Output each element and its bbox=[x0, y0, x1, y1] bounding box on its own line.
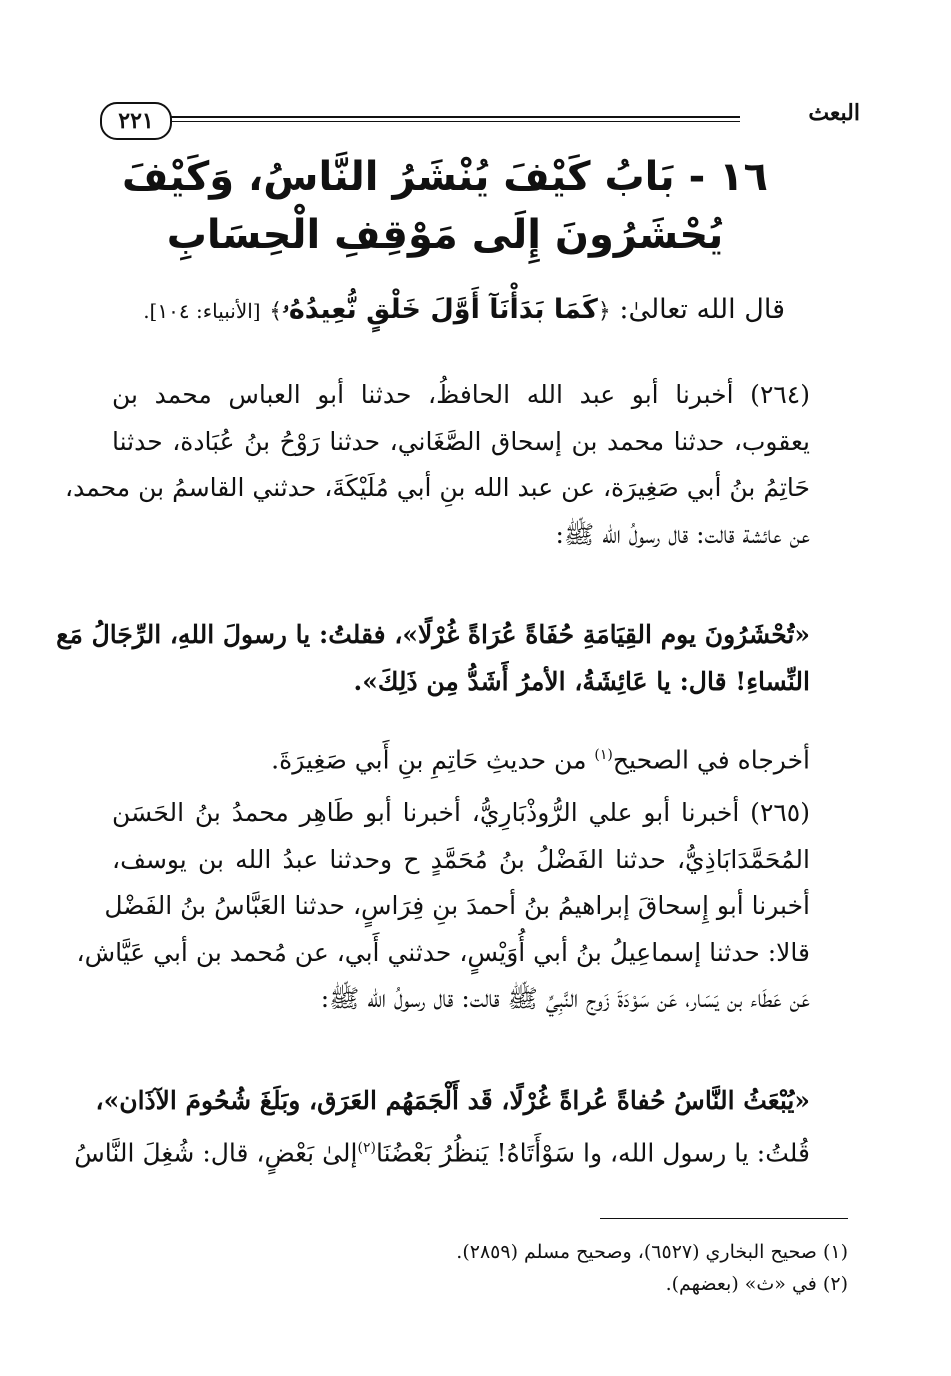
takhrij-text-continued: من حديثِ حَاتِمِ بنِ أَبي صَغِيرَةَ. bbox=[271, 745, 595, 775]
hadith-264-matn bbox=[56, 612, 810, 705]
text-line: «يُبْعَثُ النَّاسُ حُفاةً عُراةً غُرْلًا، قَد أَلْجَمَهُم العَرَق، وبَلَغَ شُحُومَ الآذَان»، bbox=[95, 1086, 810, 1115]
header-rule-thin bbox=[168, 121, 740, 122]
text-line bbox=[74, 1125, 810, 1177]
text-line: (٢٦٥) أخبرنا أبو علي الرُّوذْبَارِيُّ، أخبرنا أبو طَاهِر محمدُ بنُ الحَسَن bbox=[112, 798, 810, 827]
text-line bbox=[112, 732, 810, 784]
takhrij-text: أخرجاه في الصحيح bbox=[612, 745, 810, 775]
footnotes bbox=[300, 1236, 848, 1300]
text-segment: قُلتُ: يا رسول الله، وا سَوْأَتَاهُ! يَنظُرُ بَعْضُنَا bbox=[375, 1137, 810, 1167]
chapter-title-line-2: يُحْشَرُونَ إِلَى مَوْقِفِ الْحِسَابِ bbox=[166, 212, 724, 258]
footnote-separator bbox=[600, 1218, 848, 1219]
verse-close-ornament: ﴾ bbox=[269, 299, 283, 324]
text-line: عن عائشة قالت: قال رسولُ الله ﷺ: bbox=[555, 519, 810, 549]
header-rule bbox=[168, 116, 740, 118]
hadith-264-isnad bbox=[65, 372, 810, 558]
verse-reference: [الأنبياء: ١٠٤]. bbox=[143, 299, 261, 323]
text-line: قالا: حدثنا إسماعِيلُ بنُ أبي أُوَيْسٍ، حدثني أَبي، عن مُحمد بن أبي عَيَّاش، bbox=[76, 937, 810, 967]
text-line: عَن عَطَاء بن يَسَار، عَن سَوْدَةَ زَوج النَّبِيِّ ﷺ قالت: قال رسولُ الله ﷺ: bbox=[320, 984, 810, 1013]
hadith-265-isnad bbox=[76, 790, 810, 1023]
verse-text: كَمَا بَدَأْنَآ أَوَّلَ خَلْقٍ نُّعِيدُهُۥ bbox=[282, 294, 598, 325]
text-line: «تُحْشَرُونَ يوم القِيَامَةِ حُفَاةً عُرَاةً غُرْلًا»، فقلتُ: يا رسولَ اللهِ، الرِّجَالُ مَع bbox=[56, 620, 810, 649]
text-line: (٢٦٤) أخبرنا أبو عبد الله الحافظُ، حدثنا أبو العباس محمد بن bbox=[112, 380, 810, 409]
chapter-title-line-1: ١٦ - بَابُ كَيْفَ يُنْشَرُ النَّاسُ، وَكَيْفَ bbox=[122, 154, 768, 200]
text-line: النِّساءِ! قال: يا عَائِشَةُ، الأمرُ أَشَدُّ مِن ذَلِكَ». bbox=[353, 666, 810, 696]
verse-open-ornament: ﴿ bbox=[597, 299, 611, 324]
verse-intro: قال الله تعالىٰ: bbox=[619, 294, 785, 325]
page-header bbox=[100, 96, 860, 144]
takhrij-note bbox=[112, 732, 810, 784]
footnote-1: (١) صحيح البخاري (٦٥٢٧)، وصحيح مسلم (٢٨٥٩). bbox=[456, 1241, 848, 1263]
text-segment-continued: إلىٰ بَعْضٍ، قال: شُغِلَ النَّاسُ bbox=[74, 1137, 358, 1167]
text-line: حَاتِمُ بنُ أبي صَغِيرَة، عن عبد الله بنِ أبي مُلَيْكَةَ، حدثني القاسمُ بن محمد، bbox=[65, 473, 810, 502]
text-line: أخبرنا أبو إِسحاقَ إبراهيمُ بنُ أحمدَ بنِ فِرَاسٍ، حدثنا العَبَّاسُ بنُ الفَضْل bbox=[104, 891, 810, 920]
footnote-2: (٢) في «ث» (بعضهم). bbox=[665, 1273, 848, 1295]
footnote-marker-2[interactable]: (٢) bbox=[357, 1139, 376, 1156]
text-line: المُحَمَّدَابَاذِيُّ، حدثنا الفَضْلُ بنُ مُحَمَّدٍ ح وحدثنا عبدُ الله بن يوسف، bbox=[112, 844, 810, 874]
page-number: ٢٢١ bbox=[100, 102, 172, 140]
text-line: يعقوب، حدثنا محمد بن إسحاق الصَّغَاني، حدثنا رَوْحُ بنُ عُبَادة، حدثنا bbox=[112, 426, 810, 456]
chapter-title bbox=[100, 148, 790, 264]
quran-verse bbox=[115, 288, 785, 334]
running-title: البعث bbox=[800, 100, 860, 126]
hadith-265-matn bbox=[74, 1078, 810, 1176]
footnote-marker-1[interactable]: (١) bbox=[594, 747, 613, 763]
